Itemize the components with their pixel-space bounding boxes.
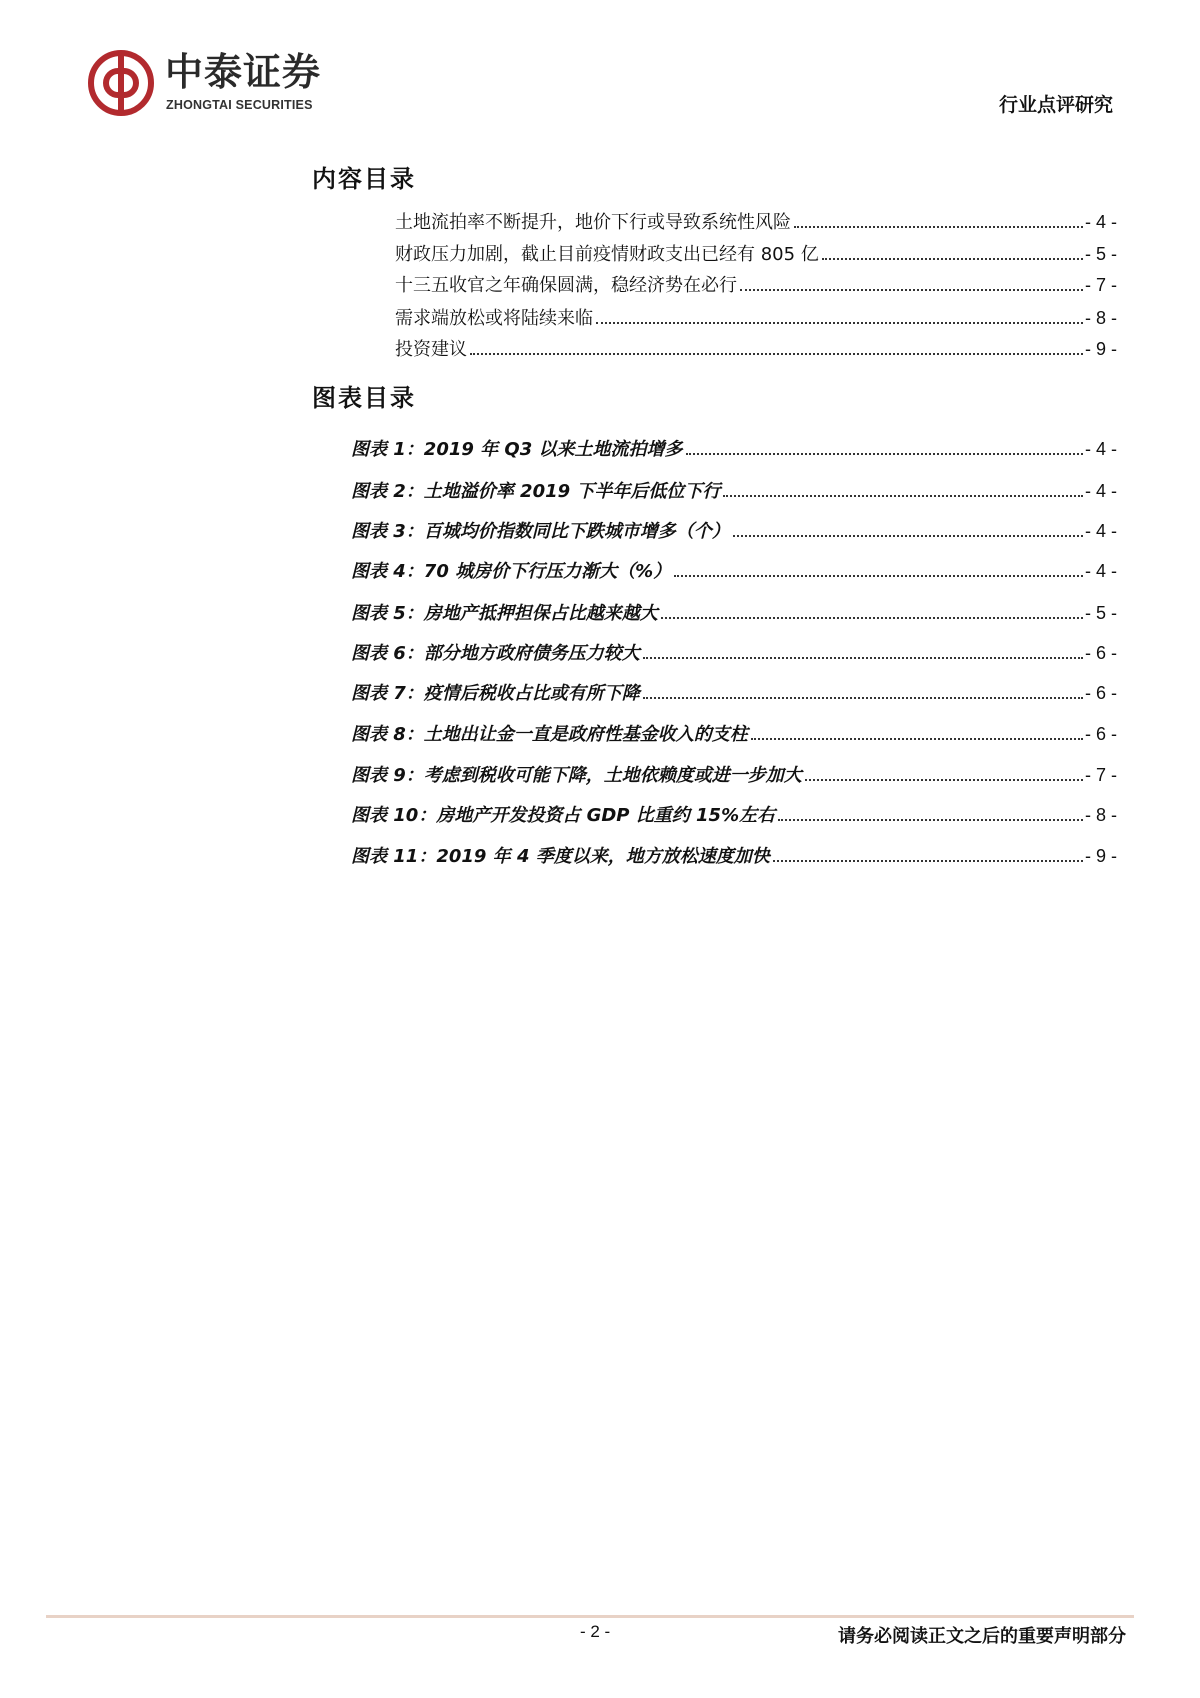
- toc-entry-label: 土地流拍率不断提升，地价下行或导致系统性风险: [395, 212, 791, 233]
- figure-entry-label: 图表 6：部分地方政府债务压力较大: [351, 643, 640, 664]
- figure-entry-label: 图表 10：房地产开发投资占 GDP 比重约 15%左右: [351, 805, 776, 826]
- figure-entry-label: 图表 2：土地溢价率 2019 下半年后低位下行: [351, 481, 721, 502]
- toc-entry[interactable]: [395, 337, 1117, 362]
- zhongtai-logo-icon: [87, 49, 155, 117]
- figure-entry-label: 图表 5：房地产抵押担保占比越来越大: [351, 603, 658, 624]
- leader-dots: [805, 779, 1083, 781]
- figure-entry-page: - 9 -: [1084, 846, 1117, 866]
- leader-dots: [723, 495, 1083, 497]
- figure-entry[interactable]: [351, 641, 1117, 666]
- leader-dots: [822, 258, 1083, 260]
- footer-disclaimer: 请务必阅读正文之后的重要声明部分: [838, 1626, 1126, 1647]
- figure-entry-page: - 4 -: [1084, 439, 1117, 459]
- figure-entry-label: 图表 4：70 城房价下行压力渐大（%）: [351, 561, 672, 582]
- figure-entry[interactable]: [351, 479, 1117, 504]
- figure-entry[interactable]: [351, 763, 1117, 788]
- toc-entry-label: 十三五收官之年确保圆满，稳经济势在必行: [395, 275, 737, 296]
- figure-entry-page: - 8 -: [1084, 805, 1117, 825]
- leader-dots: [686, 453, 1083, 455]
- figure-entry-page: - 6 -: [1084, 724, 1117, 744]
- leader-dots: [643, 697, 1083, 699]
- toc-entry-label: 需求端放松或将陆续来临: [395, 308, 593, 329]
- figure-entry[interactable]: [351, 437, 1117, 462]
- figure-entry[interactable]: [351, 681, 1117, 706]
- toc-entry[interactable]: [395, 242, 1117, 267]
- toc-entry[interactable]: [395, 273, 1117, 298]
- toc-entry[interactable]: [395, 306, 1117, 331]
- figure-entry-page: - 5 -: [1084, 603, 1117, 623]
- leader-dots: [596, 322, 1083, 324]
- page-number: - 2 -: [580, 1622, 611, 1641]
- footer-divider: [46, 1615, 1134, 1618]
- leader-dots: [773, 860, 1083, 862]
- leader-dots: [674, 575, 1083, 577]
- figure-entry[interactable]: [351, 722, 1117, 747]
- toc-entry-page: - 7 -: [1084, 275, 1117, 295]
- toc-entry[interactable]: [395, 210, 1117, 235]
- toc-entry-label: 财政压力加剧，截止目前疫情财政支出已经有 805 亿: [395, 244, 819, 265]
- figure-entry[interactable]: [351, 601, 1117, 626]
- toc-entry-page: - 9 -: [1084, 339, 1117, 359]
- figure-entry[interactable]: [351, 519, 1117, 544]
- figure-entry-page: - 6 -: [1084, 643, 1117, 663]
- toc-entry-page: - 5 -: [1084, 244, 1117, 264]
- leader-dots: [740, 289, 1083, 291]
- leader-dots: [470, 353, 1083, 355]
- leader-dots: [643, 657, 1083, 659]
- figures-title: 图表目录: [312, 384, 416, 412]
- toc-entry-page: - 4 -: [1084, 212, 1117, 232]
- figure-entry-label: 图表 11：2019 年 4 季度以来，地方放松速度加快: [351, 846, 770, 867]
- figure-entry-page: - 4 -: [1084, 481, 1117, 501]
- logo-chinese-name: 中泰证券: [165, 50, 322, 94]
- report-type-label: 行业点评研究: [998, 94, 1113, 116]
- leader-dots: [794, 226, 1083, 228]
- figure-entry[interactable]: [351, 844, 1117, 869]
- figure-entry-page: - 4 -: [1084, 561, 1117, 581]
- figure-entry-label: 图表 8：土地出让金一直是政府性基金收入的支柱: [351, 724, 748, 745]
- leader-dots: [778, 819, 1083, 821]
- figure-entry-label: 图表 9：考虑到税收可能下降，土地依赖度或进一步加大: [351, 765, 802, 786]
- figure-entry[interactable]: [351, 803, 1117, 828]
- toc-entry-page: - 8 -: [1084, 308, 1117, 328]
- leader-dots: [751, 738, 1083, 740]
- figure-entry[interactable]: [351, 559, 1117, 584]
- leader-dots: [661, 617, 1083, 619]
- figure-entry-label: 图表 1：2019 年 Q3 以来土地流拍增多: [351, 439, 683, 460]
- figure-entry-label: 图表 7：疫情后税收占比或有所下降: [351, 683, 640, 704]
- figure-entry-page: - 4 -: [1084, 521, 1117, 541]
- contents-title: 内容目录: [312, 165, 416, 193]
- logo-english-name: ZHONGTAI SECURITIES: [166, 98, 313, 112]
- figure-entry-page: - 7 -: [1084, 765, 1117, 785]
- figure-entry-label: 图表 3：百城均价指数同比下跌城市增多（个）: [351, 521, 730, 542]
- leader-dots: [733, 535, 1083, 537]
- toc-entry-label: 投资建议: [395, 339, 467, 360]
- figure-entry-page: - 6 -: [1084, 683, 1117, 703]
